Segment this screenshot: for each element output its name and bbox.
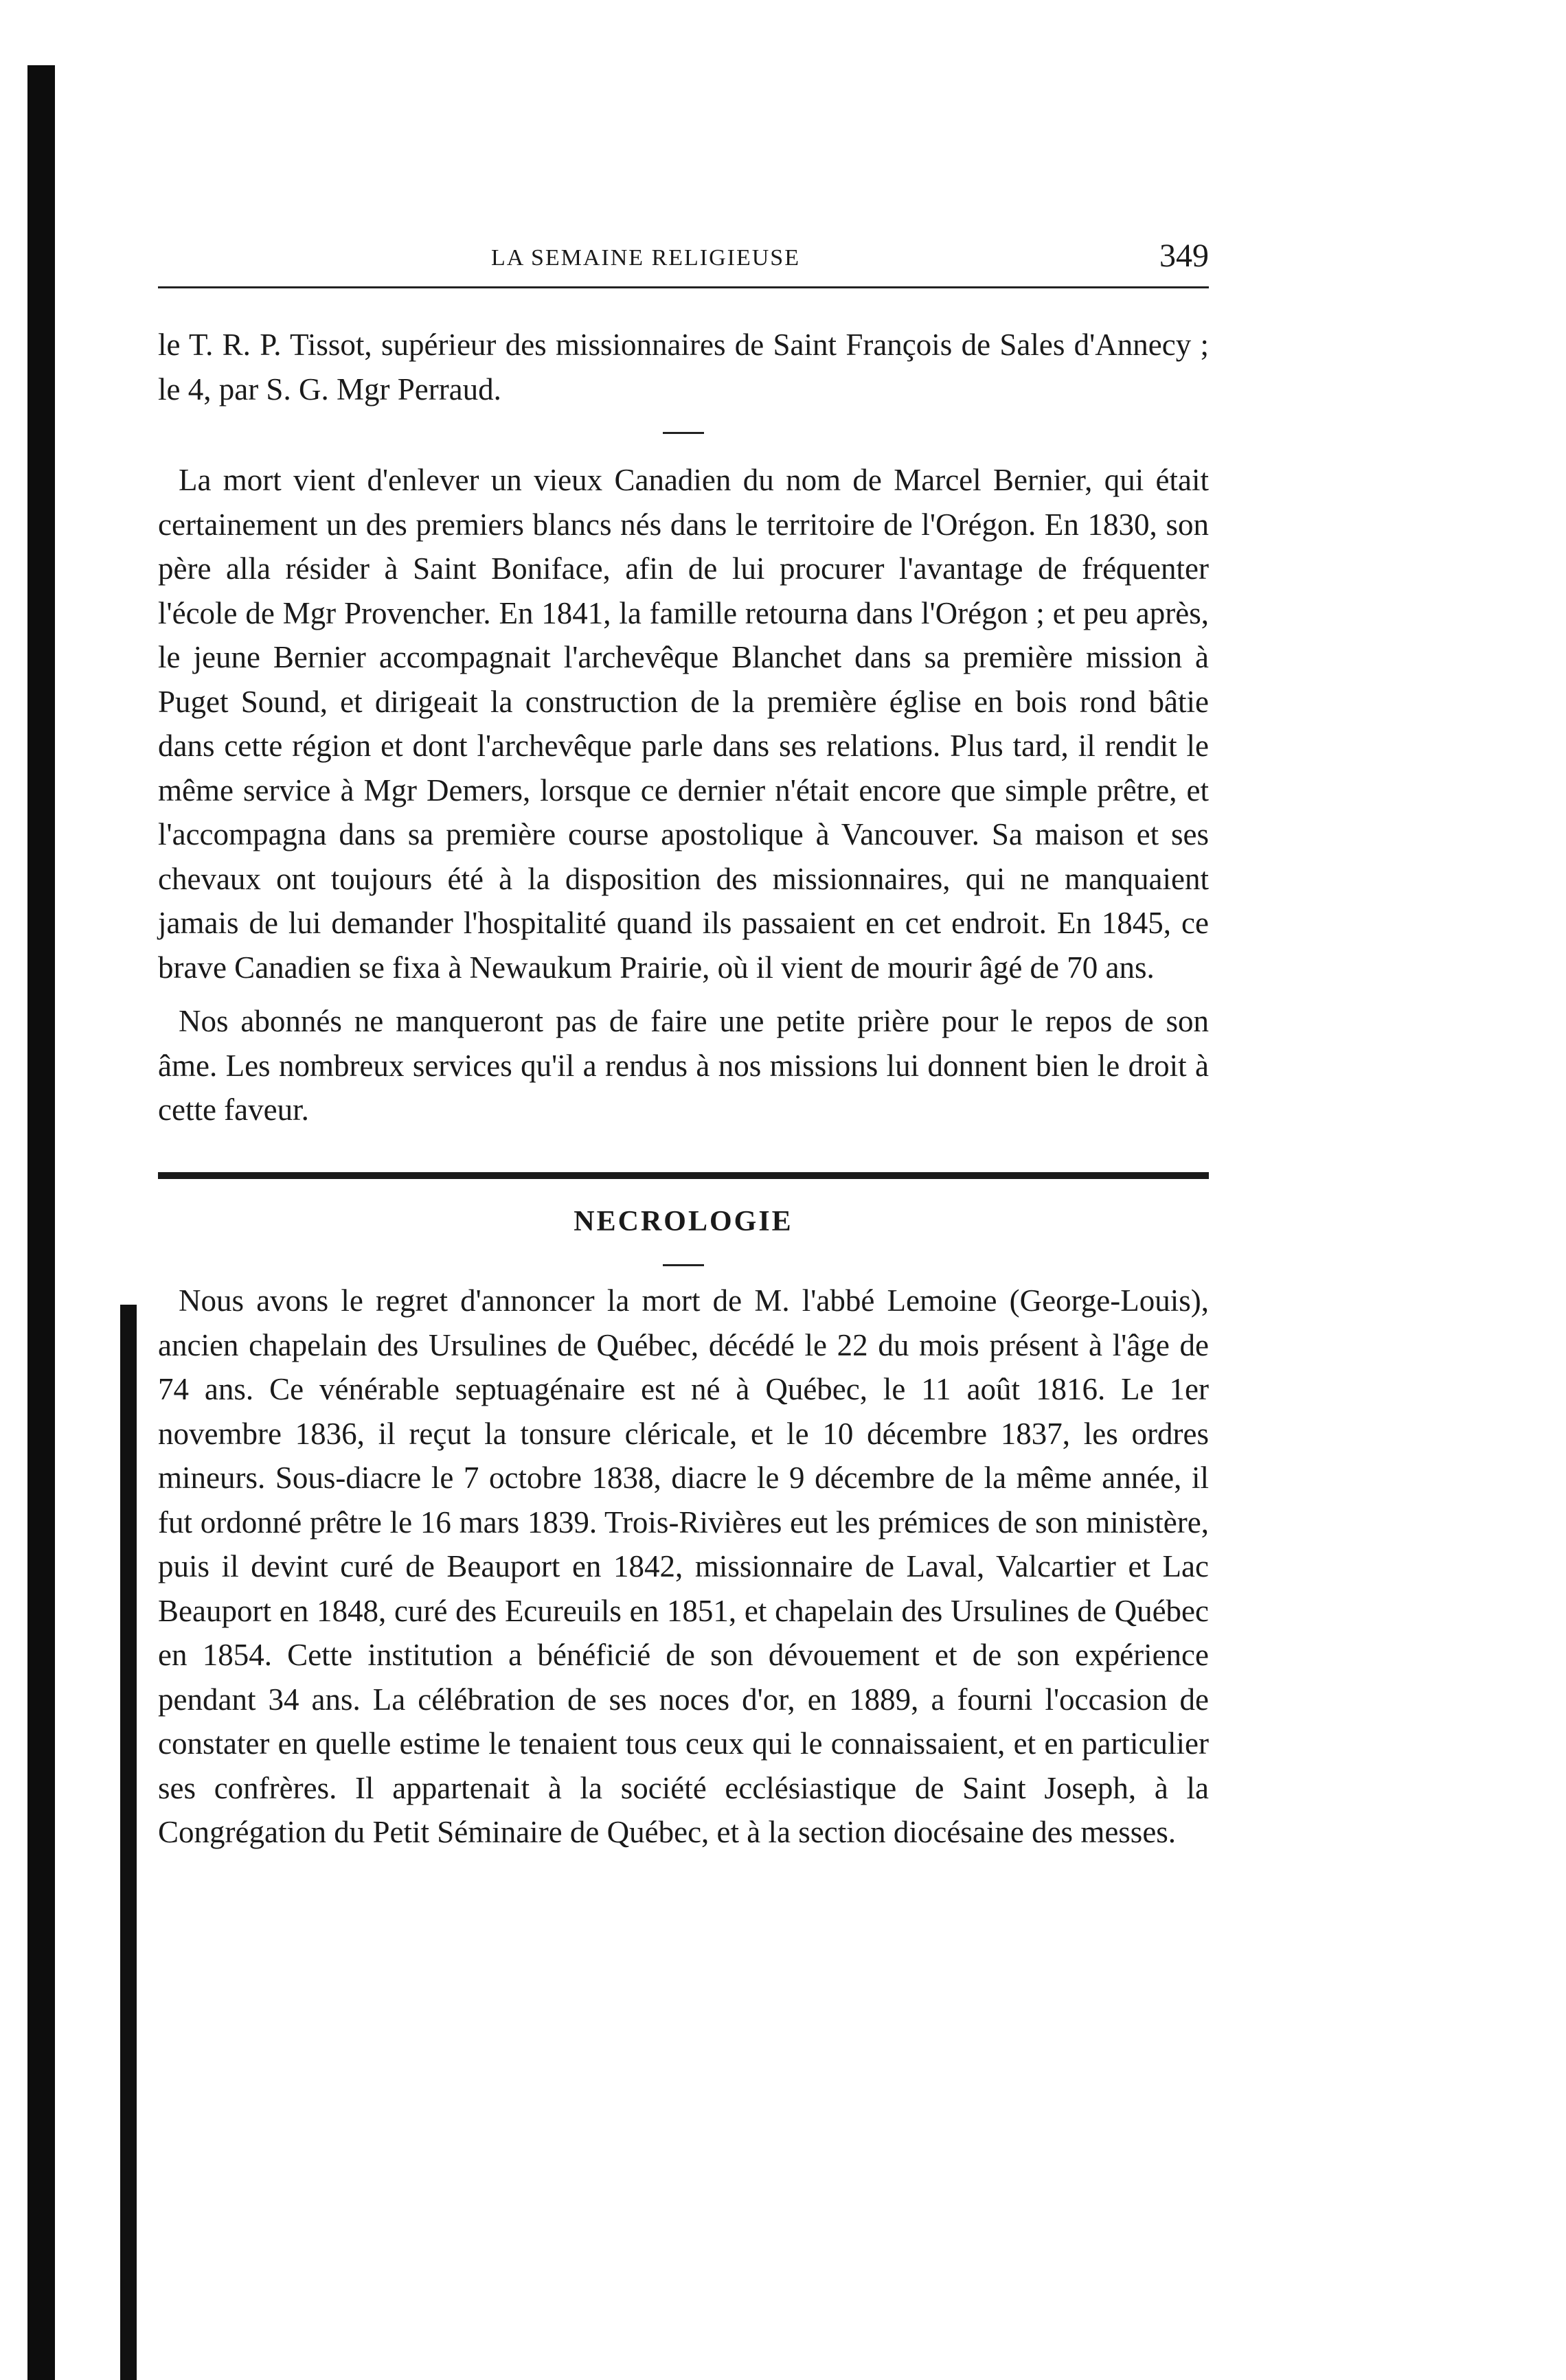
page-number: 349 (1159, 238, 1209, 274)
paragraph-continuation: le T. R. P. Tissot, supérieur des missionnaires de Saint François de Sales d'Annecy ; le 4, par S. G. Mgr Perraud. (158, 328, 1209, 407)
separator-dash (663, 1264, 704, 1266)
page-header (158, 237, 1209, 299)
binding-shadow (27, 65, 55, 2380)
separator-dash (663, 432, 704, 434)
binding-shadow-inner (120, 1305, 137, 2380)
paragraph-necrologie: Nous avons le regret d'annoncer la mort de M. l'abbé Lemoine (George-Louis), ancien chapelain des Ursulines de Québec, décédé le 22 du mois présent à l'âge de 74 ans. Ce vénérable septuagénaire est né à Québec, le 11 août 1816. Le 1er novembre 1836, il reçut la tonsure cléricale, et le 10 décembre 1837, les ordres mineurs. Sous-diacre le 7 octobre 1838, diacre le 9 décembre de la même année, il fut ordonné prêtre le 16 mars 1839. Trois-Rivières eut les prémices de son ministère, puis il devint curé de Beauport en 1842, missionnaire de Laval, Valcartier et Lac Beauport en 1848, curé des Ecureuils en 1851, et chapelain des Ursulines de Québec en 1854. Cette institution a bénéficié de son dévouement et de son expérience pendant 34 ans. La célébration de ses noces d'or, en 1889, a fourni l'occasion de constater en quelle estime le tenaient tous ceux qui le connaissaient, et en particulier ses confrères. Il appartenait à la société ecclésiastique de Saint Joseph, à la Congrégation du Petit Séminaire de Québec, et à la section diocésaine des messes. (158, 1283, 1209, 1849)
header-rule (158, 286, 1209, 288)
paragraph-bernier: La mort vient d'enlever un vieux Canadien du nom de Marcel Bernier, qui était certainement un des premiers blancs nés dans le territoire de l'Orégon. En 1830, son père alla résider à Saint Boniface, afin de lui procurer l'avantage de fréquenter l'école de Mgr Provencher. En 1841, la famille retourna dans l'Orégon ; et peu après, le jeune Bernier accompagnait l'archevêque Blanchet dans sa première mission à Puget Sound, et dirigeait la construction de la première église en bois rond bâtie dans cette région et dont l'archevêque parle dans ses relations. Plus tard, il rendit le même service à Mgr Demers, lorsque ce dernier n'était encore que simple prêtre, et l'accompagna dans sa première course apostolique à Vancouver. Sa maison et ses chevaux ont toujours été à la disposition des missionnaires, qui ne manquaient jamais de lui demander l'hospitalité quand ils passaient en cet endroit. En 1845, ce brave Canadien se fixa à Newaukum Prairie, où il vient de mourir âgé de 70 ans. (158, 463, 1209, 985)
running-title: LA SEMAINE RELIGIEUSE (491, 245, 800, 271)
article-body (158, 323, 1209, 1855)
section-rule (158, 1172, 1209, 1179)
section-title: NECROLOGIE (574, 1205, 793, 1237)
paragraph-abonnes: Nos abonnés ne manqueront pas de faire une petite prière pour le repos de son âme. Les nombreux services qu'il a rendus à nos missions lui donnent bien le droit à cette faveur. (158, 1004, 1209, 1127)
